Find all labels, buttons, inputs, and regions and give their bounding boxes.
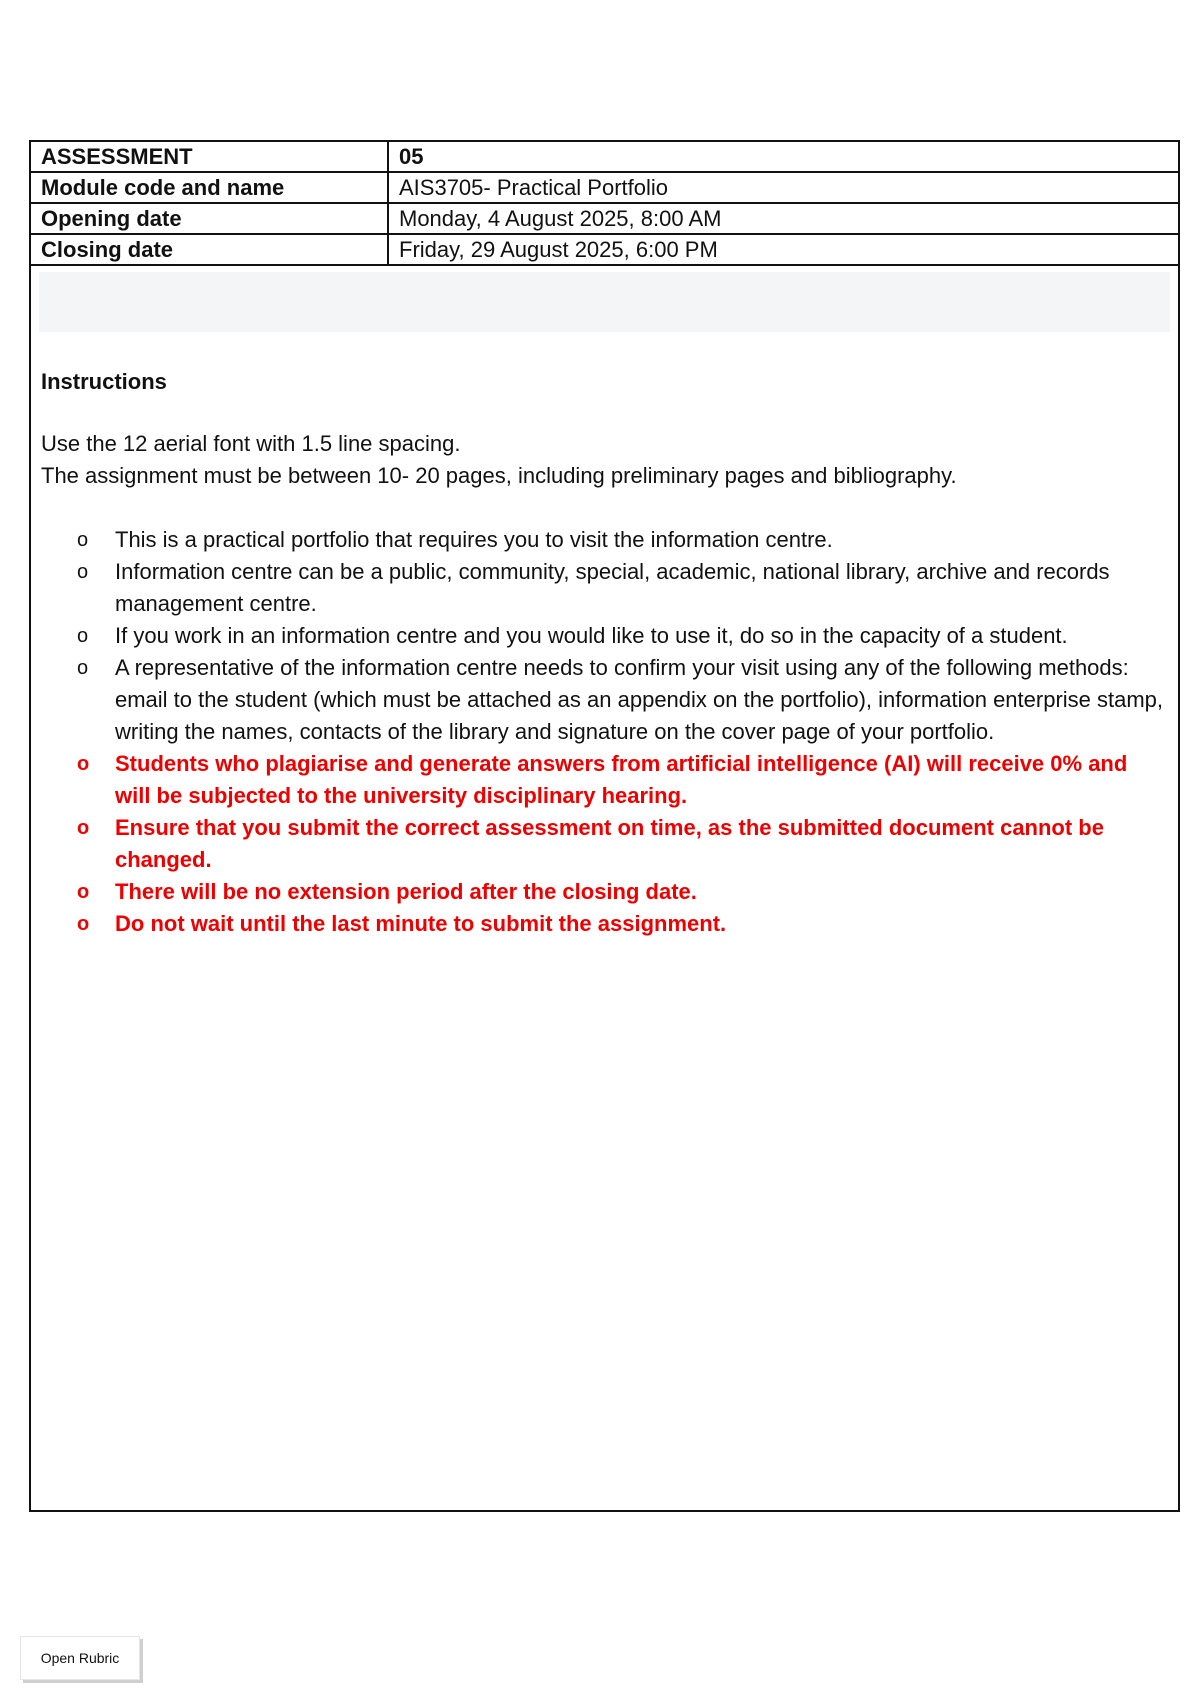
bullet-icon: o <box>77 625 89 647</box>
instructions-heading: Instructions <box>41 369 167 394</box>
table-row <box>31 203 1178 234</box>
assessment-details-table <box>31 142 1178 266</box>
closing-date-label: Closing date <box>31 234 388 265</box>
list-item <box>31 652 1178 748</box>
module-value: AIS3705- Practical Portfolio <box>388 172 1178 203</box>
page-count-instruction: The assignment must be between 10- 20 pages, including preliminary pages and bibliography. <box>41 463 957 488</box>
opening-date-value: Monday, 4 August 2025, 8:00 AM <box>388 203 1178 234</box>
warning-text: There will be no extension period after the closing date. <box>115 879 697 904</box>
module-label: Module code and name <box>31 172 388 203</box>
bullet-icon: o <box>77 753 90 775</box>
list-item-text: A representative of the information centre needs to confirm your visit using any of the following methods: email to the student (which must be attached as an appendix on the portfolio), information enterprise stamp, writing the names, contacts of the library and signature on the cover page of your portfolio. <box>115 655 1164 744</box>
bullet-icon: o <box>77 881 90 903</box>
opening-date-label: Opening date <box>31 203 388 234</box>
bullet-icon: o <box>77 561 89 583</box>
warning-item <box>31 812 1178 876</box>
table-row <box>31 172 1178 203</box>
assessment-frame <box>29 140 1180 1512</box>
bullet-icon: o <box>77 529 89 551</box>
list-item <box>31 556 1178 620</box>
open-rubric-button[interactable]: Open Rubric <box>20 1636 140 1680</box>
instruction-list <box>31 524 1178 940</box>
list-item <box>31 524 1178 556</box>
list-item-text: Information centre can be a public, community, special, academic, national library, archive and records management centre. <box>115 559 1110 616</box>
warning-text: Students who plagiarise and generate answers from artificial intelligence (AI) will receive 0% and will be subjected to the university disciplinary hearing. <box>115 751 1128 808</box>
table-row <box>31 142 1178 172</box>
list-item-text: This is a practical portfolio that requires you to visit the information centre. <box>115 527 833 552</box>
assessment-label: ASSESSMENT <box>31 142 388 172</box>
warning-item <box>31 748 1178 812</box>
bullet-icon: o <box>77 913 90 935</box>
description-band <box>39 272 1170 332</box>
warning-text: Do not wait until the last minute to submit the assignment. <box>115 911 727 936</box>
font-instruction: Use the 12 aerial font with 1.5 line spacing. <box>41 431 461 456</box>
bullet-icon: o <box>77 657 89 679</box>
closing-date-value: Friday, 29 August 2025, 6:00 PM <box>388 234 1178 265</box>
bullet-icon: o <box>77 817 90 839</box>
warning-text: Ensure that you submit the correct assessment on time, as the submitted document cannot be changed. <box>115 815 1104 872</box>
warning-item <box>31 876 1178 908</box>
assessment-value: 05 <box>388 142 1178 172</box>
list-item <box>31 620 1178 652</box>
warning-item <box>31 908 1178 940</box>
table-row <box>31 234 1178 265</box>
list-item-text: If you work in an information centre and you would like to use it, do so in the capacity of a student. <box>115 623 1068 648</box>
